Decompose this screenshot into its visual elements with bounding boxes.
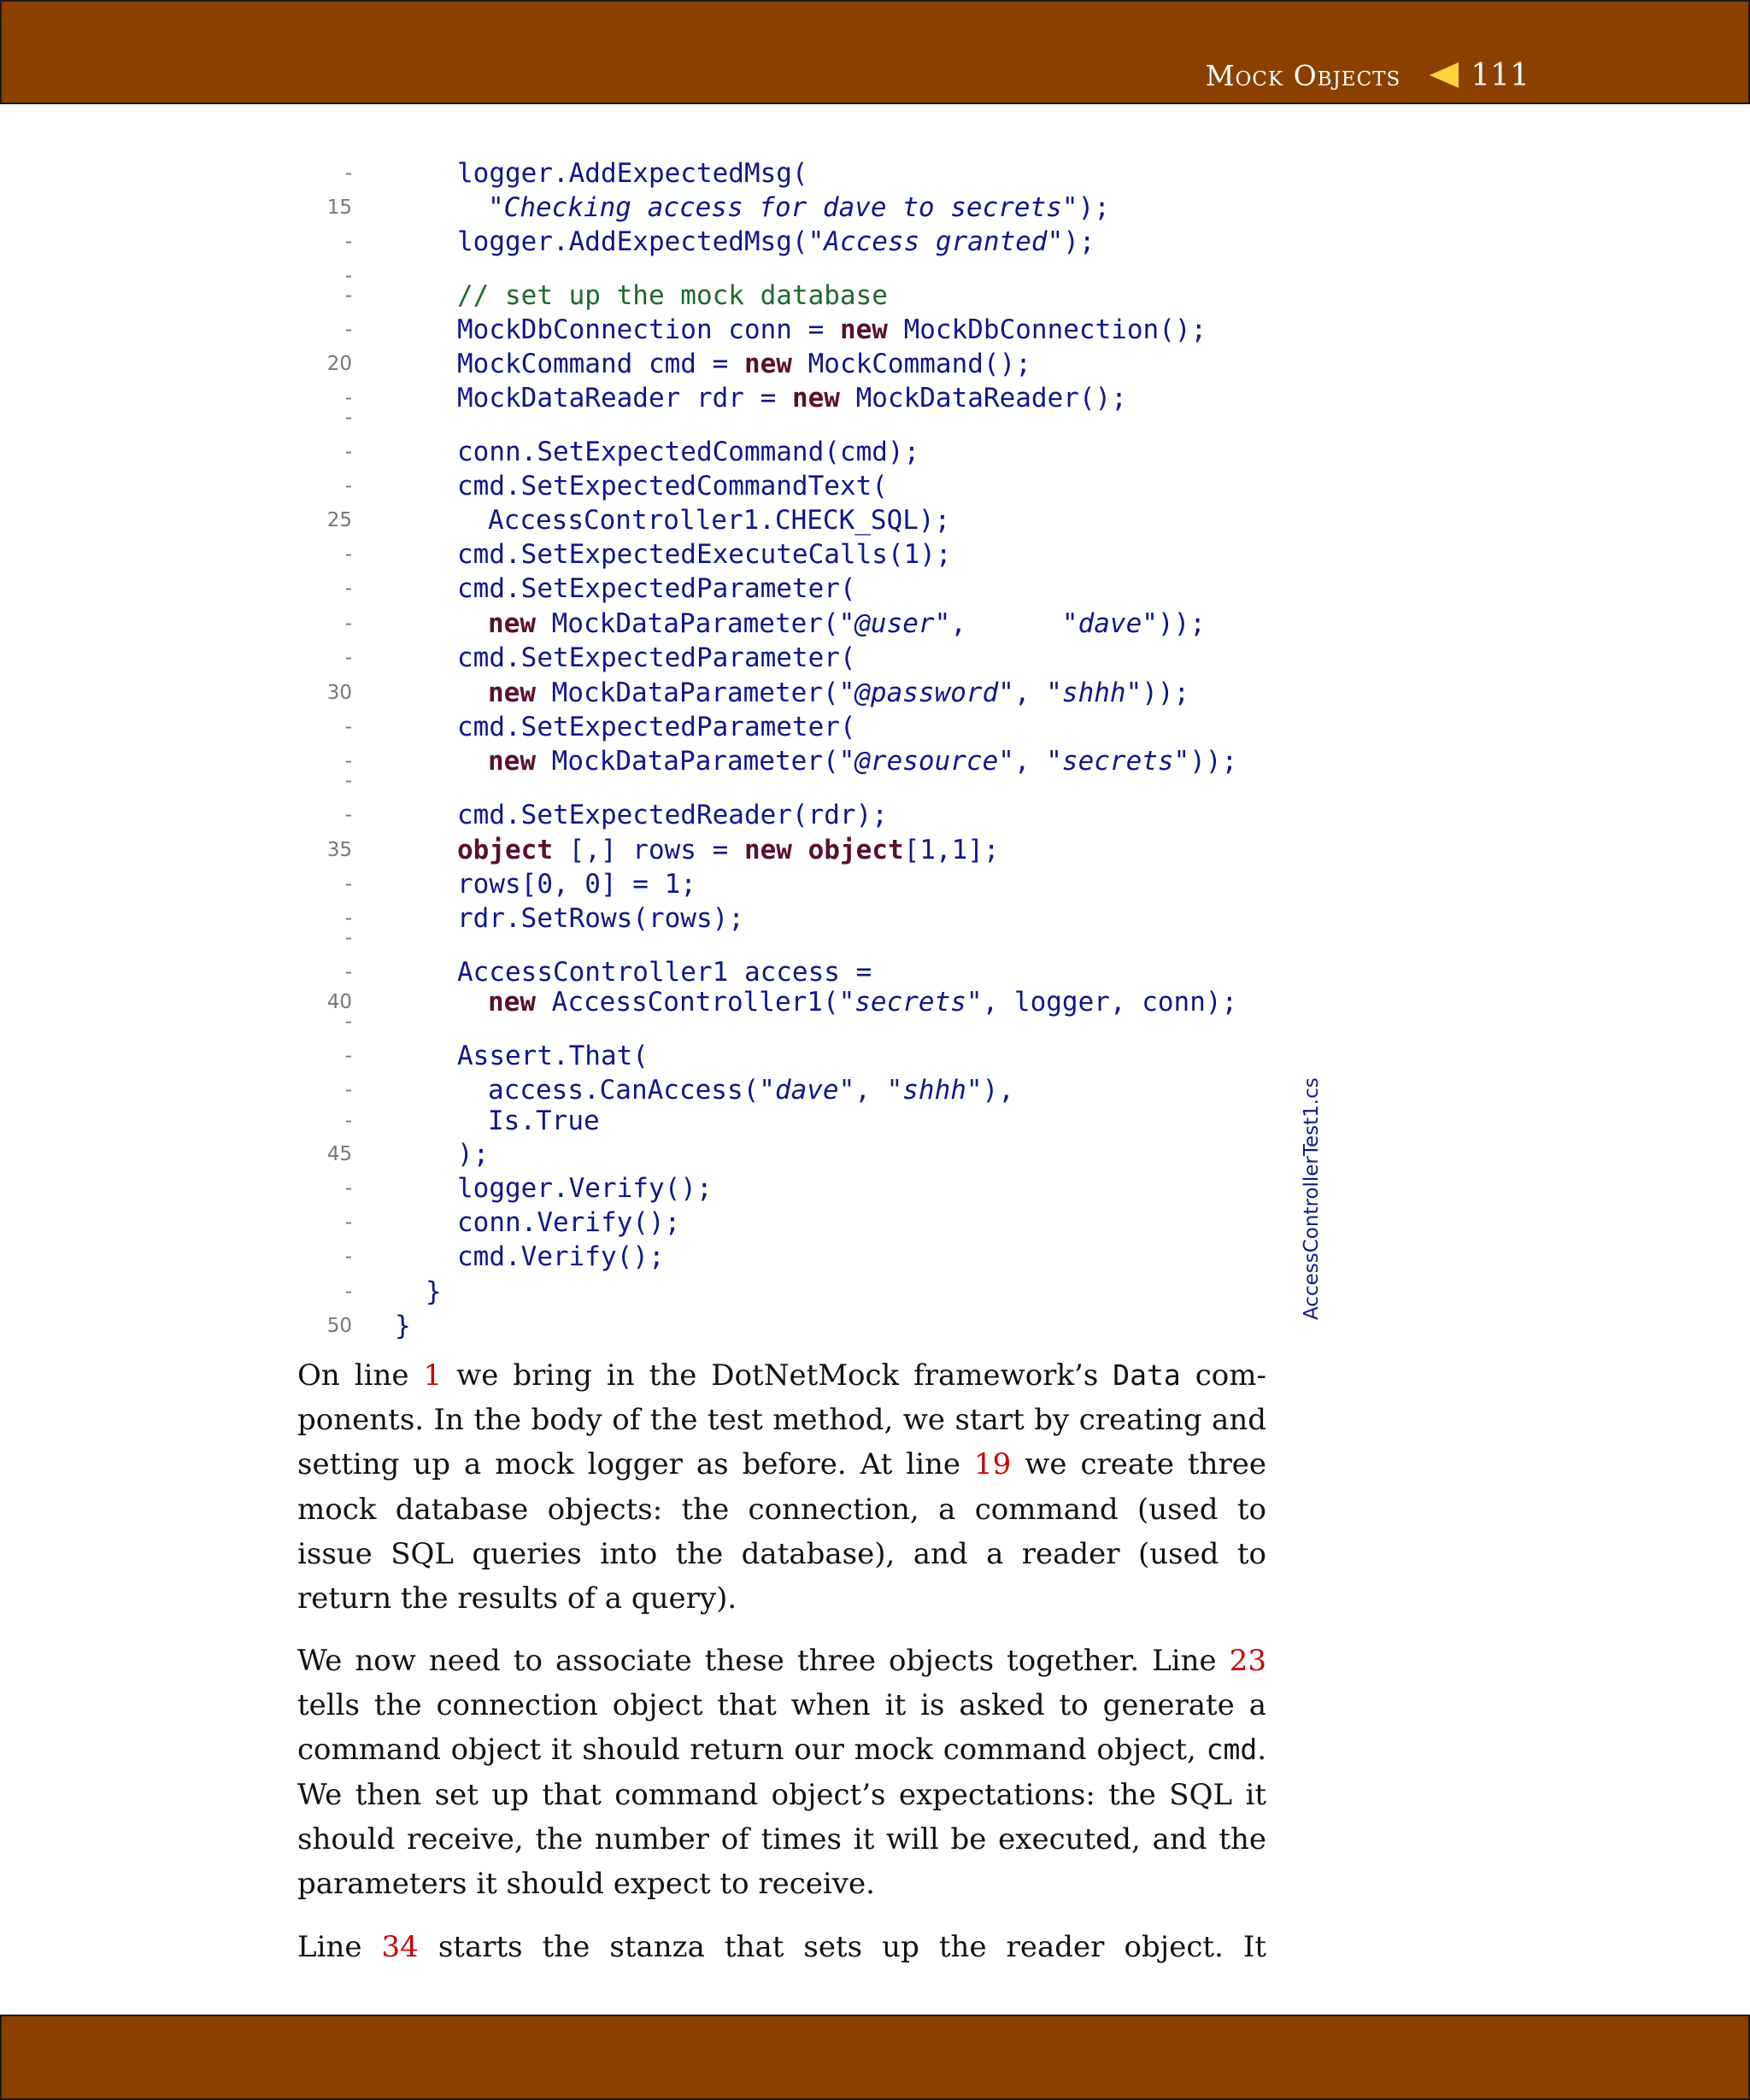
text-run: On line (297, 1358, 424, 1393)
code-text (457, 798, 888, 832)
code-keyword: new (743, 349, 792, 379)
code-token: cmd.SetExpectedParameter( (457, 712, 856, 742)
text-run: Line (297, 1930, 382, 1964)
code-line (0, 401, 1282, 435)
code-token: , (950, 608, 1062, 639)
code-keyword: new (488, 987, 536, 1018)
code-text (488, 1104, 600, 1138)
line-number: - (344, 1110, 352, 1132)
code-line (0, 1137, 1282, 1171)
line-number: - (344, 265, 352, 287)
line-reference-link[interactable]: 34 (381, 1930, 419, 1964)
code-line (0, 313, 1282, 347)
line-number: 40 (326, 991, 352, 1013)
code-line (0, 537, 1282, 572)
code-token: [1,1]; (903, 835, 1000, 865)
code-token: )); (1142, 678, 1190, 708)
line-number: - (344, 804, 352, 826)
code-token: , (1013, 678, 1047, 708)
line-number: - (344, 1211, 352, 1234)
line-number: - (344, 162, 352, 185)
code-line (0, 1240, 1282, 1274)
line-number: - (344, 231, 352, 253)
text-run: starts the stanza that sets up the reader object. It (418, 1930, 1266, 1964)
code-token: logger.AddExpectedMsg( (457, 158, 808, 189)
code-text (457, 1171, 713, 1205)
code-line (0, 1005, 1282, 1039)
code-token: cmd.Verify(); (457, 1241, 665, 1272)
code-line (0, 764, 1282, 798)
code-text (488, 1073, 1014, 1107)
line-number: 15 (326, 197, 352, 219)
code-token: cmd.SetExpectedCommandText( (457, 471, 888, 502)
code-line (0, 1073, 1282, 1107)
page-number: 111 (1471, 57, 1530, 93)
code-string: "secrets" (1046, 746, 1190, 777)
code-token: MockDataReader rdr = (457, 383, 792, 414)
code-text (488, 607, 1206, 641)
code-text (457, 710, 856, 744)
code-keyword: new (488, 746, 536, 777)
code-token: )); (1189, 746, 1238, 777)
code-string: "dave" (1061, 608, 1158, 639)
line-number: - (344, 907, 352, 930)
code-text (457, 1205, 680, 1240)
text-run: We now need to associate these three objects together. Line (297, 1644, 1230, 1678)
code-token: rdr.SetRows(rows); (457, 903, 744, 934)
line-number: - (344, 407, 352, 429)
line-number: 45 (326, 1143, 352, 1165)
code-text (457, 833, 1000, 867)
code-keyword: object (807, 835, 904, 865)
line-number: 20 (326, 353, 352, 375)
line-number: - (344, 387, 352, 409)
code-string: "@user" (838, 608, 951, 639)
line-number: - (344, 475, 352, 497)
code-line (0, 921, 1282, 955)
code-token: , logger, conn); (982, 987, 1238, 1018)
code-text (457, 469, 888, 503)
code-keyword: object (457, 835, 553, 865)
code-line (0, 1205, 1282, 1240)
code-string: "shhh" (1046, 678, 1142, 708)
code-token: AccessController1 access = (457, 957, 872, 988)
code-token: Is.True (488, 1106, 600, 1136)
code-token: , (854, 1075, 887, 1106)
code-text (457, 313, 1207, 347)
line-number: - (344, 578, 352, 600)
code-token: MockDataReader(); (839, 383, 1127, 414)
code-token: Assert.That( (457, 1041, 649, 1071)
line-number: - (344, 284, 352, 307)
inline-code: cmd (1206, 1733, 1258, 1767)
code-line (0, 1309, 1282, 1343)
code-token: MockCommand(); (791, 349, 1031, 379)
code-line (0, 607, 1282, 641)
code-string: "shhh" (886, 1075, 983, 1106)
code-line (0, 1104, 1282, 1138)
code-keyword: new (743, 835, 792, 865)
code-text (457, 1240, 665, 1274)
code-token: , (1013, 746, 1047, 777)
code-text (457, 867, 696, 901)
code-text (457, 641, 856, 675)
code-token: conn.SetExpectedCommand(cmd); (457, 437, 920, 467)
code-token: } (395, 1311, 411, 1341)
code-line (0, 676, 1282, 710)
code-text (457, 347, 1031, 381)
code-string: "secrets" (838, 987, 983, 1018)
line-number: - (344, 441, 352, 463)
code-token: cmd.SetExpectedParameter( (457, 642, 856, 673)
code-line (0, 156, 1282, 191)
code-text (395, 1309, 411, 1343)
code-line (0, 279, 1282, 313)
code-text (457, 537, 952, 572)
text-run: . We then set up that command object’s expectations: the SQL it should receive, the number of times it will be executed, and the parameters it should expect to receive. (297, 1733, 1266, 1902)
code-keyword: new (839, 314, 888, 345)
line-number: - (344, 543, 352, 566)
line-number: - (344, 927, 352, 949)
code-token: MockDataParameter( (536, 608, 839, 639)
paragraph (297, 1925, 1266, 1969)
paragraph (297, 1639, 1266, 1906)
line-number: - (344, 1011, 352, 1033)
code-line (0, 1039, 1282, 1073)
chapter-title: Mock Objects (1205, 58, 1401, 92)
code-line (0, 347, 1282, 381)
text-run: tells the connection object that when it is asked to generate a command object it should return our mock command object, (297, 1688, 1266, 1768)
code-string: "Access granted" (807, 226, 1064, 257)
code-string: "dave" (759, 1075, 855, 1106)
line-number: - (344, 1079, 352, 1101)
code-string: "Checking access for dave to secrets" (488, 192, 1078, 223)
line-number: - (344, 647, 352, 669)
code-token: AccessController1.CHECK_SQL); (488, 505, 951, 536)
code-token: MockDataParameter( (536, 746, 839, 777)
code-text (488, 503, 950, 537)
code-text (457, 225, 1095, 259)
code-text (457, 1137, 489, 1171)
code-file-label: AccessControllerTest1.cs (1301, 1077, 1323, 1320)
code-text (457, 279, 888, 313)
line-number: - (344, 873, 352, 895)
code-token: MockCommand cmd = (457, 349, 744, 379)
page-header-bar (0, 0, 1750, 104)
line-number: 35 (326, 839, 352, 861)
line-number: - (344, 1246, 352, 1268)
code-line (0, 469, 1282, 503)
code-token: logger.Verify(); (457, 1173, 713, 1204)
line-number: - (344, 1045, 352, 1067)
code-line (0, 503, 1282, 537)
code-text (488, 676, 1189, 710)
code-token: cmd.SetExpectedParameter( (457, 573, 856, 604)
code-text (488, 191, 1110, 225)
line-number: 50 (326, 1315, 352, 1337)
code-line (0, 641, 1282, 675)
code-text (457, 955, 872, 989)
code-token: ); (1078, 192, 1110, 223)
inline-code: Data (1113, 1358, 1181, 1392)
code-line (0, 833, 1282, 867)
code-line (0, 798, 1282, 832)
code-string: "@password" (838, 678, 1014, 708)
line-number: - (344, 1281, 352, 1303)
code-token: MockDbConnection(); (887, 314, 1207, 345)
code-token: [,] rows = (552, 835, 744, 865)
code-text (457, 435, 919, 469)
text-run: we create three mock database objects: the connection, a command (used to issue SQL queries into the database), and a reader (used to return the results of a query). (297, 1447, 1266, 1616)
code-comment: // set up the mock database (457, 280, 888, 311)
code-text (426, 1275, 442, 1309)
line-reference-link[interactable]: 1 (423, 1358, 443, 1393)
line-number: - (344, 750, 352, 772)
code-line (0, 1171, 1282, 1205)
code-token: )); (1157, 608, 1206, 639)
code-token: rows[0, 0] = 1; (457, 869, 696, 900)
code-text (457, 1039, 649, 1073)
code-token: conn.Verify(); (457, 1207, 681, 1238)
code-token: ), (982, 1075, 1014, 1106)
text-run: we bring in the DotNetMock framework’s (442, 1358, 1113, 1393)
code-line (0, 710, 1282, 744)
code-token: logger.AddExpectedMsg( (457, 226, 808, 257)
line-number: - (344, 961, 352, 983)
code-line (0, 1275, 1282, 1309)
code-keyword: new (488, 678, 536, 708)
code-line (0, 867, 1282, 901)
page-footer-bar (0, 2015, 1750, 2100)
code-token: } (426, 1276, 442, 1307)
line-number: - (344, 770, 352, 792)
code-token: cmd.SetExpectedReader(rdr); (457, 800, 888, 830)
code-token: AccessController1( (536, 987, 839, 1018)
code-token: MockDbConnection conn = (457, 314, 840, 345)
line-number: - (344, 716, 352, 738)
code-text (457, 156, 808, 191)
code-keyword: new (791, 383, 840, 414)
running-header (1206, 58, 1530, 92)
code-line (0, 955, 1282, 989)
code-line (0, 435, 1282, 469)
code-line (0, 572, 1282, 606)
code-line (0, 225, 1282, 259)
line-number: 30 (326, 682, 352, 704)
triangle-left-icon (1430, 62, 1459, 88)
code-token: access.CanAccess( (488, 1075, 760, 1106)
code-line (0, 191, 1282, 225)
code-string: "@resource" (838, 746, 1014, 777)
line-reference-link[interactable]: 23 (1229, 1644, 1266, 1678)
code-token: ); (1063, 226, 1095, 257)
paragraph (297, 1353, 1266, 1621)
code-keyword: new (488, 608, 536, 639)
code-token: MockDataParameter( (536, 678, 839, 708)
line-reference-link[interactable]: 19 (974, 1447, 1012, 1482)
line-number: - (344, 613, 352, 635)
code-token (792, 835, 808, 865)
text-run: components. In the body of the test method, we start by creating and setting up a mock logger as before. At line (297, 1358, 1267, 1482)
code-text (457, 572, 856, 606)
code-token: ); (457, 1139, 490, 1170)
code-token: cmd.SetExpectedExecuteCalls(1); (457, 539, 952, 570)
line-number: - (344, 1177, 352, 1200)
line-number: 25 (326, 509, 352, 531)
line-number: - (344, 319, 352, 341)
